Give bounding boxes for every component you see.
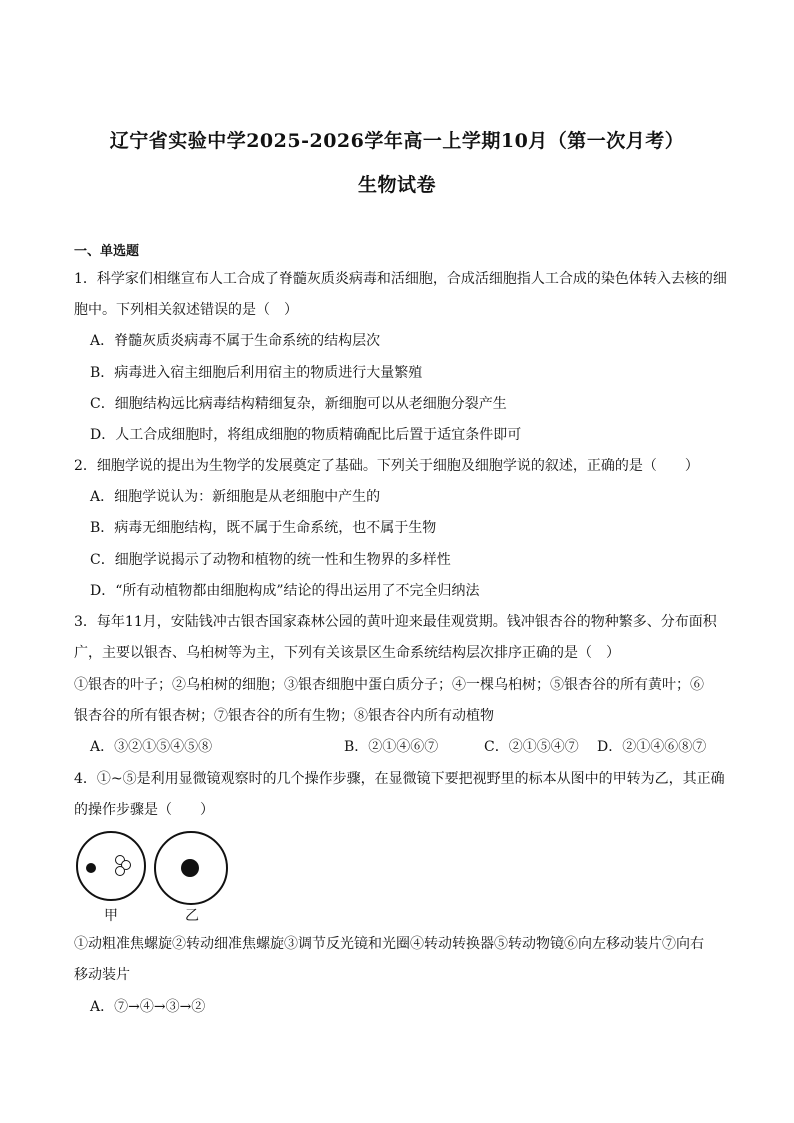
q1-option-c: C．细胞结构远比病毒结构精细复杂，新细胞可以从老细胞分裂产生 (90, 396, 507, 412)
q1-option-b: B．病毒进入宿主细胞后利用宿主的物质进行大量繁殖 (90, 365, 423, 381)
section-heading: 一、单选题 (74, 244, 140, 259)
q1-stem-line2: 胞中。下列相关叙述错误的是（ ） (74, 302, 298, 318)
q3-option-b: B．②①④⑥⑦ (344, 739, 439, 755)
q3-items-line2: 银杏谷的所有银杏树；⑦银杏谷的所有生物；⑧银杏谷内所有动植物 (74, 708, 494, 724)
q3-items-line1: ①银杏的叶子；②乌桕树的细胞；③银杏细胞中蛋白质分子；④一棵乌桕树；⑤银杏谷的所有黄叶；⑥ (74, 677, 704, 693)
q2-option-c: C．细胞学说揭示了动物和植物的统一性和生物界的多样性 (90, 552, 451, 568)
cell-ring (115, 866, 125, 876)
q1-option-d: D．人工合成细胞时，将组成细胞的物质精确配比后置于适宜条件即可 (90, 427, 522, 443)
label-yi: 乙 (185, 908, 199, 924)
q3-option-a: A．③②①⑤④⑤⑧ (90, 739, 213, 755)
field-of-view-yi (154, 831, 228, 905)
label-jia: 甲 (104, 908, 118, 924)
q2-option-d: D．“所有动植物都由细胞构成”结论的得出运用了不完全归纳法 (90, 583, 480, 599)
exam-subtitle: 生物试卷 (357, 174, 436, 196)
q4-steps-line1: ①动粗准焦螺旋②转动细准焦螺旋③调节反光镜和光圈④转动转换器⑤转动物镜⑥向左移动装片⑦向右 (74, 936, 704, 952)
q4-stem-line1: 4．①~⑤是利用显微镜观察时的几个操作步骤，在显微镜下要把视野里的标本从图中的甲转为乙，其正确 (74, 771, 725, 787)
field-of-view-jia (76, 831, 146, 901)
q1-stem-line1: 1．科学家们相继宣布人工合成了脊髓灰质炎病毒和活细胞，合成活细胞指人工合成的染色体转入去核的细 (74, 271, 727, 287)
q2-stem: 2．细胞学说的提出为生物学的发展奠定了基础。下列关于细胞及细胞学说的叙述，正确的是（ ） (74, 458, 699, 474)
q3-option-d: D．②①④⑥⑧⑦ (597, 739, 707, 755)
specimen-dot (86, 863, 96, 873)
q4-stem-line2: 的操作步骤是（ ） (74, 802, 214, 818)
q3-stem-line1: 3．每年11月，安陆钱冲古银杏国家森林公园的黄叶迎来最佳观赏期。钱冲银杏谷的物种繁多、分布面积 (74, 614, 717, 630)
specimen-dot-magnified (181, 859, 199, 877)
q3-stem-line2: 广，主要以银杏、乌桕树等为主，下列有关该景区生命系统结构层次排序正确的是（ ） (74, 645, 620, 661)
q2-option-a: A．细胞学说认为：新细胞是从老细胞中产生的 (90, 489, 381, 505)
q1-option-a: A．脊髓灰质炎病毒不属于生命系统的结构层次 (90, 333, 381, 349)
q4-option-a: A．⑦→④→③→② (90, 999, 206, 1015)
q2-option-b: B．病毒无细胞结构，既不属于生命系统，也不属于生物 (90, 520, 437, 536)
q4-steps-line2: 移动装片 (74, 967, 130, 983)
q3-option-c: C．②①⑤④⑦ (484, 739, 579, 755)
exam-title: 辽宁省实验中学2025-2026学年高一上学期10月（第一次月考） (109, 130, 685, 152)
